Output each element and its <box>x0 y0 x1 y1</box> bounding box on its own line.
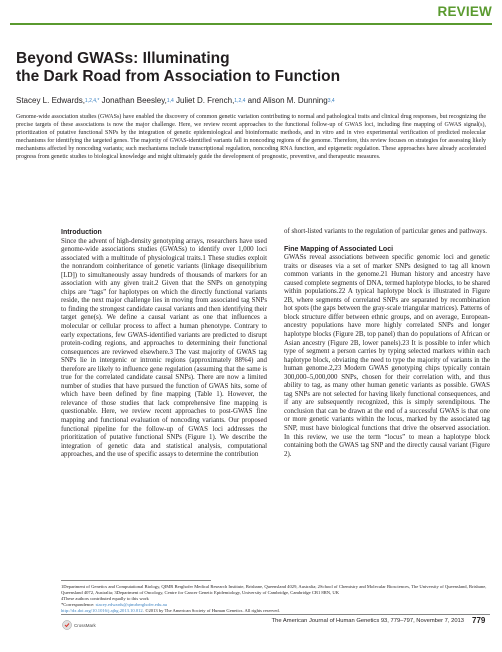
abstract: Genome-wide association studies (GWASs) have enabled the discovery of common genetic variation contributing to normal and pathological traits and clinical drug responses, but recognizing the precise targets of these associations is now the major challenge. Here, we review recent approaches to the functional follow-up of GWAS loci, including fine mapping of GWAS signal(s), prioritization of putative functional SNPs by the integration of genetic epidemiological and bioinformatic methods, and in vitro and in vivo experimental verification of predicted molecular mechanisms for identifying the targeted genes. The majority of GWAS-identified variants fall in noncoding regions of the genome. Therefore, this review focuses on strategies for assessing likely mechanisms affected by noncoding variants; such mechanisms include transcriptional regulation, noncoding RNA function, and epigenetic regulation. These approaches have already accelerated progress from genetic studies to biological knowledge and might ultimately guide the development of prognostic, preventive, and therapeutic measures. <box>16 114 486 161</box>
author-affiliation[interactable]: 1,4 <box>166 98 174 104</box>
author-affiliation[interactable]: 3,4 <box>327 98 335 104</box>
page-number: 779 <box>472 616 486 625</box>
article-title <box>16 50 486 86</box>
equal-contribution-note: 4These authors contributed equally to this work <box>61 596 149 602</box>
section-heading-introduction: Introduction <box>61 229 102 236</box>
correspondence-label: *Correspondence: <box>61 602 96 608</box>
section-heading-fine-mapping: Fine Mapping of Associated Loci <box>284 245 394 253</box>
journal-citation: The American Journal of Human Genetics 93, 779–797, November 7, 2013 <box>271 618 464 624</box>
footnote-rule <box>61 580 211 581</box>
section-label: REVIEW <box>437 4 492 19</box>
footnotes <box>61 584 490 614</box>
copyright-text: . ©2013 by The American Society of Human Genetics. All rights reserved. <box>142 608 280 614</box>
affiliations-note: 1Department of Genetics and Computational Biology, QIMR Berghofer Medical Research Institute, Brisbane, Queensland 4029, Australia; 2School of Chemistry and Molecular Biosciences, The University of Queensland, Brisbane, Queensland 4072, Australia; 3Department of Oncology, Centre for Cancer Genetic Epidemiology, University of Cambridge, Cambridge CB1 8RN, UK <box>61 584 487 596</box>
title-line-1: Beyond GWASs: Illuminating <box>16 50 230 67</box>
author-name: Juliet D. French, <box>176 96 235 105</box>
crossmark-logo[interactable] <box>62 620 96 630</box>
introduction-continued-text: of short-listed variants to the regulation of particular genes and pathways. <box>284 228 488 235</box>
author-name: Jonathan Beesley, <box>101 96 167 105</box>
doi-link[interactable]: http://dx.doi.org/10.1016/j.ajhg.2013.10.012 <box>61 608 143 614</box>
header-rule <box>10 23 492 25</box>
introduction-text: Since the advent of high-density genotyping arrays, researchers have used genome-wide associations studies (GWASs) to identify over 1,000 loci associated with a multitude of physiological traits.1 These studies exploit the nonrandom coinheritance of genetic variants (linkage disequilibrium [LD]) to simultaneously assay hundreds of thousands of markers for an association with any given trait.2 Given that the SNPs on genotyping chips are “tags” for haplotypes on which the directly functional variants reside, the next major challenge lies in moving from associated tag SNPs to finding the strongest candidate causal variants and then identifying their target gene(s). We define a causal variant as one that influences a molecular or cellular process to affect a human phenotype. Contrary to early expectations, few GWAS-identified variants are predicted to disrupt protein-coding regions, and approaches to determining their functional consequences are reviewed elsewhere.3 The vast majority of GWAS tag SNPs lie in intergenic or intronic regions (approximately 88%4) and therefore are likely to influence gene regulation (assuming that the same is true for the correlated candidate causal SNPs). There are now a limited number of studies that have pursued the function of GWAS hits, some of which have been defined by fine mapping (Table 1). However, the relevance of those studies that lack comprehensive fine mapping is questionable. Here, we review recent approaches to post-GWAS fine mapping and functional evaluation of noncoding variants. Our proposed functional pipeline for the follow-up of GWAS loci addresses the prioritization of putative functional SNPs (Figure 1). We describe the integration of genetic data and statistical analysis, computational approaches, and the use of specific assays to determine the contribution <box>61 237 267 459</box>
right-column <box>284 228 490 459</box>
author-affiliation[interactable]: 1,2,4 <box>234 98 246 104</box>
author-name: and Alison M. Dunning <box>247 96 328 105</box>
author-name: Stacey L. Edwards, <box>16 96 85 105</box>
correspondence-email-link[interactable]: stacey.edwards@qimrberghofer.edu.au <box>95 602 167 608</box>
crossmark-label: CrossMark <box>74 622 96 628</box>
author-list <box>16 96 486 106</box>
author-affiliation[interactable]: 1,2,4,* <box>84 98 100 104</box>
title-line-2: the Dark Road from Association to Function <box>16 68 341 85</box>
crossmark-icon <box>62 620 72 630</box>
left-column <box>61 228 267 460</box>
footer-rule <box>61 614 490 615</box>
fine-mapping-text: GWASs reveal associations between specific genomic loci and genetic traits or diseases via a set of marker SNPs designed to tag all known common variants in the genome.21 Human history and ancestry have caused complete segments of DNA, termed haplotype blocks, to be shared within populations.22 A typical haplotype block is illustrated in Figure 2B, where segments of correlated SNPs are separated by recombination hot spots (the gaps between the gray-scale triangular matrices). Patterns of block structure differ between ethnic groups, and on average, European-ancestry populations have more highly correlated SNPs and longer haplotype blocks (Figure 2B, top panel) than do populations of African or Asian ancestry (Figure 2B, lower panels).23 It is possible to infer which type of segment a person carries by typing selected markers within each haplotype block, obviating the need to type the majority of variants in the human genome.2,23 Modern GWAS genotyping chips typically contain 300,000–5,000,000 SNPs, chosen for their correlation with, and thus ability to tag, as many other human genetic variants as possible. GWAS tag SNPs are not selected for having likely functional consequences, and if any are subsequently recognized, this is simply serendipitous. The conclusion that can be drawn at the end of a successful GWAS is that one or more genetic variants within the locus, marked by the associated tag SNP, must have biological functions that drive the observed association. In this review, we use the term “locus” to mean a haplotype block containing both the GWAS tag SNP and the directly causal variant (Figure 2). <box>284 254 490 458</box>
